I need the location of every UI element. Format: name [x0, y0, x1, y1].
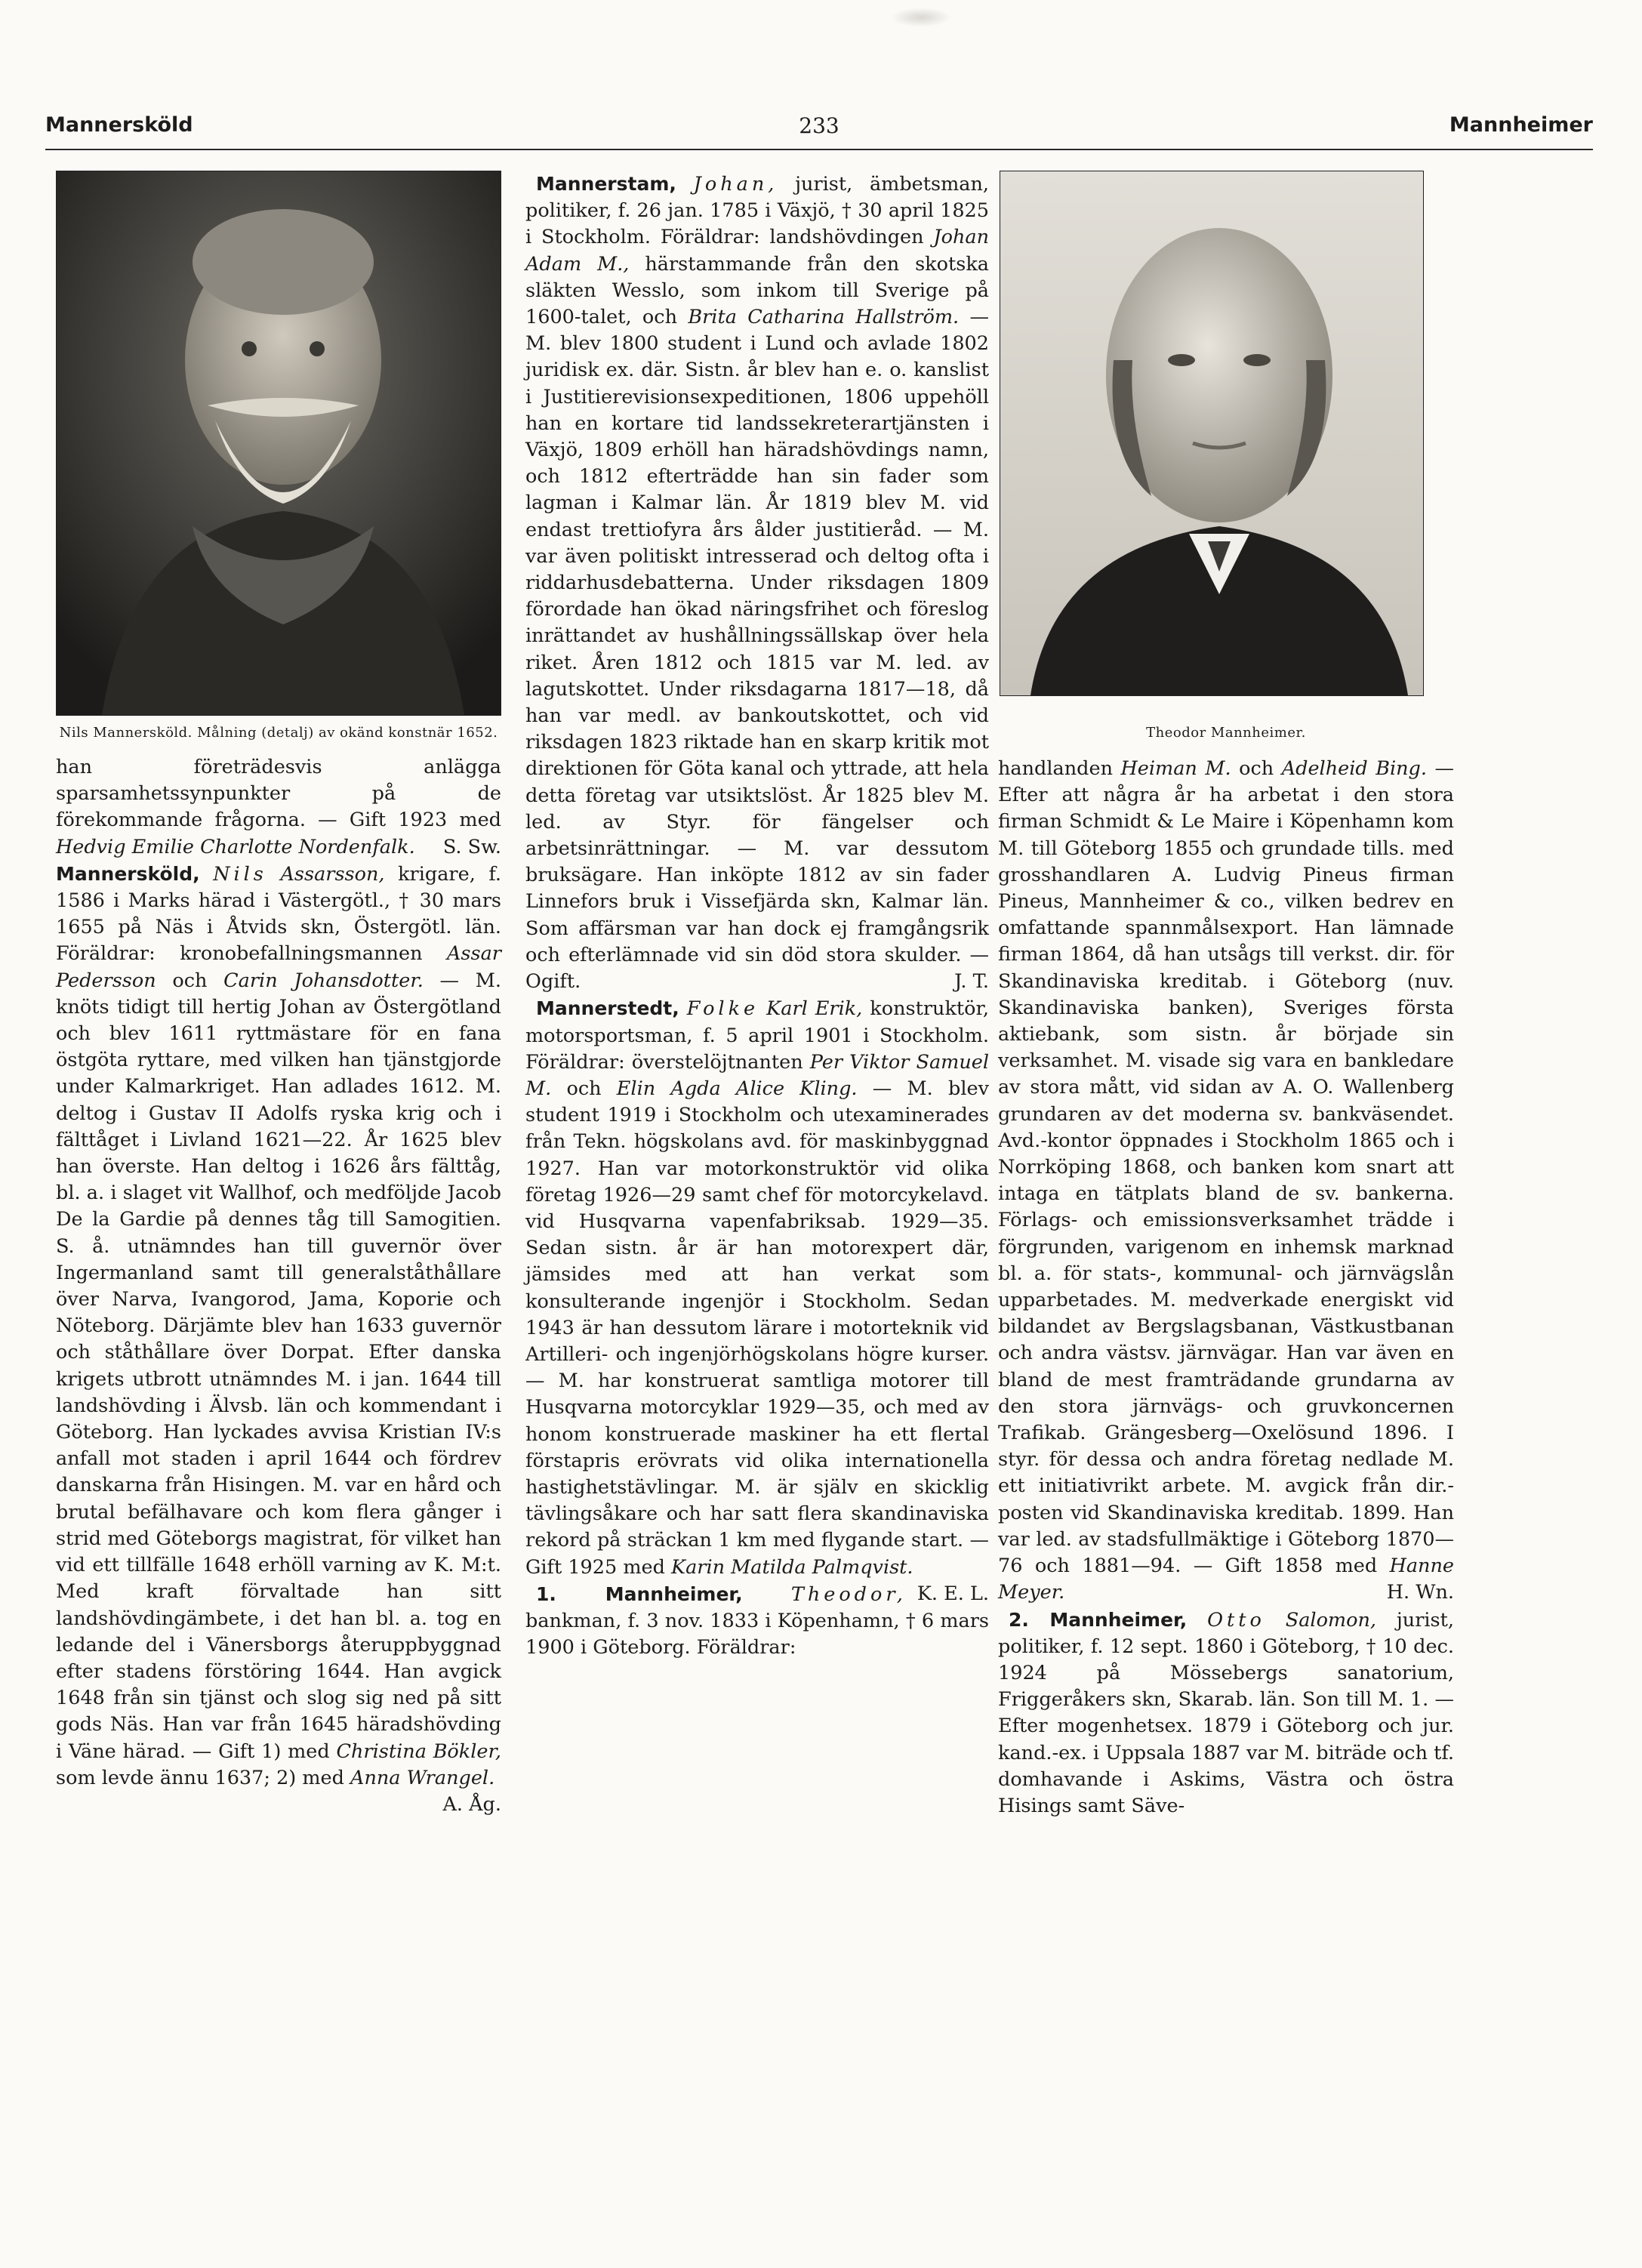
portrait-painting-image	[57, 171, 501, 715]
entry-text: konstruktör, motorsportsman, f. 5 april 1901 i Stockholm. Föräldrar: överstelöjtnanten	[525, 997, 990, 1074]
entry-otto-mannheimer	[998, 1607, 1454, 1820]
spouse-name: Anna Wrangel.	[350, 1766, 495, 1789]
father-name: Johan Adam M.,	[525, 226, 989, 276]
entry-text: jurist, politiker, f. 12 sept. 1860 i Göteborg, † 10 dec. 1924 på Mössebergs sanatorium, Friggeråkers skn, Skarab. län. Son till M. 1. — Efter mogenhetsex. 1879 i Göteborg och jur. kand.-ex. i Uppsala 1887 var M. biträde och tf. domhavande i Askims, Västra och östra Hisings samt Säve-	[998, 1608, 1454, 1817]
column-2-text	[525, 171, 989, 1661]
author-signature: J. T.	[954, 970, 989, 994]
entry-patronymic: Assarsson,	[280, 862, 385, 886]
entry-text: — M. knöts tidigt till hertig Johan av Östergötland och blev 1611 ryttmästare för en fana östgöta ryttare, med vilken han tjänstgjorde under Kalmarkriget. Han adlades 1612. M. deltog i Gustav II Adolfs ryska krig och i fälttåget i Livland 1621—22. År 1625 blev han överste. Han deltog i 1626 års fälttåg, bl. a. i slaget vit Wallhof, och medföljde Jacob De la Gardie på dennes tåg till Samogitien. S. å. utnämndes han till guvernör över Ingermanland samt till generalståthållare över Narva, Ivangorod, Jama, Koporie och Nöteborg. Därjämte blev han 1633 guvernör och ståthållare över Dorpat. Efter danska krigets utbrott utnämndes M. i jan. 1644 till landshövding i Älvsb. län och kommendant i Göteborg. Han lyckades avvisa Kristian IV:s anfall mot staden i april 1644 och fördrev danskarna från Hisingen. M. var en hård och brutal befälhavare och kom flera gånger i strid med Göteborgs magistrat, för vilket han vid ett tillfälle 1648 erhöll varning av K. M:t. Med kraft förvaltade han sitt landshövdingämbete, i det han bl. a. tog en ledande del i Vänersborgs återuppbyggnad efter stadens förstöring 1644. Han avgick 1648 från sin tjänst och slog sig ned på sitt gods Näs. Han var från 1645 häradshövding i Väne härad. — Gift 1) med	[56, 969, 501, 1763]
entry-headword: Mannerstam,	[536, 173, 676, 195]
entry-other-names: Salomon,	[1285, 1608, 1376, 1632]
entry-text: han företrädesvis anlägga sparsamhetssynpunkter på de förekommande frågorna. — Gift 1923 med	[56, 756, 501, 832]
entry-headword: Mannerstedt,	[536, 997, 679, 1020]
column-3	[998, 171, 1454, 1820]
entry-given-name: Nils	[213, 862, 267, 886]
portrait-photo-image	[1000, 171, 1423, 695]
column-3-text	[998, 756, 1454, 1820]
entry-given-name: Folke	[686, 997, 759, 1021]
father-name: Per Viktor Samuel M.	[525, 1050, 990, 1100]
column-1	[56, 171, 501, 1818]
entry-given-name: Otto	[1207, 1608, 1265, 1632]
entry-given-name: Theodor,	[790, 1582, 907, 1606]
entry-text: krigare, f. 1586 i Marks härad i Västergötl., † 30 mars 1655 på Näs i Åtvids skn, Östergötl. län. Föräldrar: kronobefallningsmannen	[56, 862, 502, 966]
column-1-text	[56, 754, 502, 1816]
paper-speck	[891, 8, 951, 27]
entry-text: som levde ännu 1637; 2) med	[56, 1766, 351, 1789]
entry-text: — M. blev student 1919 i Stockholm och utexaminerades från Tekn. högskolans avd. för maskinbyggnad 1927. Han var motorkonstruktör vid olika företag 1926—29 samt chef för motorcykelavd. vid Husqvarna vapenfabriksab. 1929—35. Sedan sistn. år är han motorexpert där, jämsides med att han verkat som konsulterande ingenjör i Stockholm. Sedan 1943 är han dessutom lärare i motorteknik vid Artilleri- och ingenjörhögskolans högre kurser. — M. har konstruerat samtliga motorer till Husqvarna motorcyklar 1929—35, och med av honom konstruerade maskiner ha ett flertal förstapris erövrats vid olika internationella hastighetstävlingar. M. är själv en skicklig tävlingsåkare och har satt flera skandinaviska rekord på sträckan 1 km med flygande start. — Gift 1925 med	[525, 1077, 989, 1579]
entry-headword: 2. Mannheimer,	[1009, 1608, 1188, 1631]
author-signature: K. E. L.	[917, 1582, 989, 1605]
continued-entry	[56, 754, 501, 861]
spouse-name: Christina Bökler,	[336, 1740, 501, 1763]
author-signature: H. Wn.	[1386, 1581, 1454, 1604]
entry-headword: 1. Mannheimer,	[536, 1582, 743, 1605]
entry-headword: Mannersköld,	[56, 862, 200, 885]
photo-caption: Nils Mannersköld. Målning (detalj) av okänd konstnär 1652.	[59, 725, 498, 741]
father-name: Heiman M.	[1120, 757, 1231, 780]
header-left-keyword: Mannersköld	[45, 113, 193, 137]
entry-text: härstammande från den skotska släkten Wesslo, som inkom till Sverige på 1600-talet, och	[525, 252, 989, 329]
spouse-name: Karin Matilda Palmqvist.	[671, 1555, 913, 1579]
entry-text: jurist, ämbetsman, politiker, f. 26 jan. 1785 i Växjö, † 30 april 1825 i Stockholm. Föräldrar: landshövdingen	[525, 173, 990, 249]
entry-johan-mannerstam	[525, 171, 989, 995]
portrait-nils-mannerskold	[56, 171, 501, 716]
spouse-name: Hedvig Emilie Charlotte Nordenfalk.	[56, 835, 415, 858]
entry-text: och	[156, 969, 224, 992]
portrait-theodor-mannheimer	[1000, 171, 1424, 696]
mother-name: Elin Agda Alice Kling.	[616, 1077, 858, 1100]
photo-caption: Theodor Mannheimer.	[1146, 725, 1306, 741]
father-name: Assar Pedersson	[56, 942, 501, 992]
entry-text: handlanden	[998, 757, 1121, 780]
entry-text: — M. blev 1800 student i Lund och avlade 1802 juridisk ex. där. Sistn. år blev han e. o. kanslist i Justitierevisionsexpeditionen, 1806 uppehöll han en kortare tid landssekreterartjänsten i Växjö, 1809 erhöll han häradshövdings namn, och 1812 efterträdde han sin fader som lagman i Kalmar län. År 1819 blev M. vid endast trettiofyra års ålder justitieråd. — M. var även politiskt intresserad och deltog ofta i riddarhusdebatterna. Under riksdagen 1809 förordade han ökad näringsfrihet och föreslog inrättandet av hushållningssällskap över hela riket. Åren 1812 och 1815 var M. led. av lagutskottet. Under riksdagarna 1817—18, då han var medl. av bankoutskottet, och vid riksdagen 1823 riktade han en skarp kritik mot direktionen för Göta kanal och yttrade, att hela detta företag var utsiktslöst. År 1825 blev M. led. av Styr. för fängelser och arbetsinrättningar. — M. var dessutom bruksägare. Han inköpte 1812 av sin fader Linnefors bruk i Vissefjärda skn, Kalmar län. Som affärsman var han dock ej framgångsrik och efterlämnade vid sin död stora skulder. — Ogift.	[525, 306, 989, 994]
entry-text: — Efter att några år ha arbetat i den stora firman Schmidt & Le Maire i Köpenhamn kom M. till Göteborg 1855 och grundade tills. med grosshandlaren A. Ludvig Pineus firman Pineus, Mannheimer & co., vilken bedrev en omfattande spannmålsexport. Han lämnade firman 1864, då han utsågs till verkst. dir. för Skandinaviska kreditab. i Göteborg (nuv. Skandinaviska banken), Sveriges första aktiebank, som sistn. år började sin verksamhet. M. visade sig vara en bankledare av stora mått, vid sidan av A. O. Wallenberg grundaren av det moderna sv. bankväsendet. Avd.-kontor öppnades i Stockholm 1865 och i Norrköping 1868, och banken kom snart att intaga en tätplats bland de sv. bankerna. Förlags- och emissionsverksamhet trädde i förgrunden, varigenom en inhemsk marknad bl. a. för stats-, kommunal- och järnvägslån upparbetades. M. medverkade energiskt vid bildandet av Bergslagsbanan, Västkustbanan och andra västsv. järnvägar. Han var även en bland de mest framträdande grundarna av den stora järnvägs- och gruvkoncernen Trafikab. Grängesberg—Oxelösund 1896. I styr. för dessa och andra företag nedlade M. ett initiativrikt arbete. M. avgick från dir.-posten vid Skandinaviska kreditab. 1899. Han var led. av stadsfullmäktige i Göteborg 1870—76 och 1881—94. — Gift 1858 med	[998, 757, 1454, 1578]
entry-given-name: Johan,	[693, 173, 778, 196]
entry-text: och	[1231, 757, 1282, 780]
mother-name: Carin Johansdotter.	[223, 969, 424, 992]
mother-name: Brita Catharina Hallström.	[688, 306, 960, 329]
author-signature: S. Sw.	[442, 835, 501, 858]
continued-entry	[998, 756, 1454, 1607]
page-number: 233	[799, 113, 839, 138]
author-signature: A. Åg.	[442, 1792, 501, 1816]
entry-other-names: Karl Erik,	[766, 997, 863, 1021]
entry-nils-mannerskold	[56, 861, 502, 1816]
mother-name: Adelheid Bing.	[1281, 757, 1427, 780]
spouse-name: Hanne Meyer.	[998, 1555, 1454, 1604]
entry-text: och	[551, 1077, 617, 1100]
header-rule	[45, 149, 1593, 150]
header-right-keyword: Mannheimer	[1449, 113, 1593, 137]
entry-text: bankman, f. 3 nov. 1833 i Köpenhamn, † 6 mars 1900 i Göteborg. Föräldrar:	[525, 1609, 989, 1659]
running-header	[45, 113, 1593, 143]
column-2	[525, 171, 989, 1661]
